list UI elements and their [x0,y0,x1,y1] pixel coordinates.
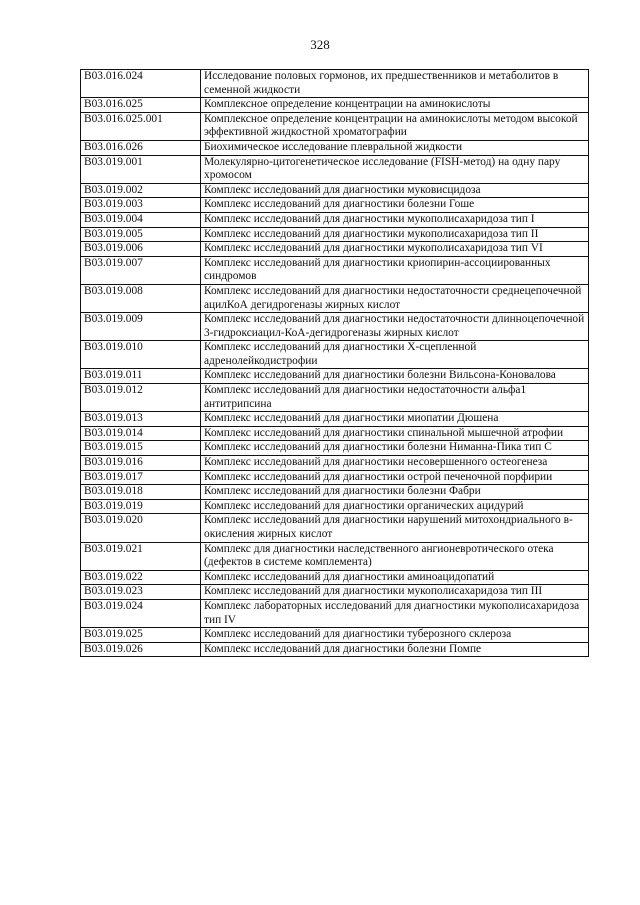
service-code-cell: B03.019.012 [81,384,201,412]
table-row [81,227,589,242]
table-row [81,313,589,341]
table-row [81,212,589,227]
table-row [81,570,589,585]
service-name-cell: Комплекс исследований для диагностики недостаточности среднецепочечной ацилКоА дегидрогеназы жирных кислот [201,284,589,312]
service-code-cell: B03.019.010 [81,341,201,369]
table-row [81,112,589,140]
service-name-cell: Комплекс исследований для диагностики органических ацидурий [201,499,589,514]
service-code-cell: B03.019.004 [81,212,201,227]
service-name-cell: Комплекс исследований для диагностики туберозного склероза [201,628,589,643]
service-code-cell: B03.019.024 [81,599,201,627]
service-code-cell: B03.019.013 [81,412,201,427]
table-row [81,642,589,657]
table-row [81,384,589,412]
service-code-cell: B03.019.014 [81,426,201,441]
service-code-cell: B03.019.020 [81,514,201,542]
service-name-cell: Комплекс исследований для диагностики мукополисахаридоза тип II [201,227,589,242]
table-row [81,585,589,600]
service-name-cell: Комплексное определение концентрации на аминокислоты методом высокой эффективной жидкостной хроматографии [201,112,589,140]
service-code-cell: B03.019.019 [81,499,201,514]
table-row [81,542,589,570]
service-code-cell: B03.019.003 [81,198,201,213]
service-code-cell: B03.019.016 [81,456,201,471]
service-code-cell: B03.019.005 [81,227,201,242]
service-name-cell: Комплекс для диагностики наследственного ангионевротического отека (дефектов в системе комплемента) [201,542,589,570]
service-name-cell: Комплекс исследований для диагностики муковисцидоза [201,183,589,198]
table-row [81,155,589,183]
table-row [81,441,589,456]
service-name-cell: Комплекс исследований для диагностики болезни Вильсона-Коновалова [201,369,589,384]
service-name-cell: Комплекс исследований для диагностики миопатии Дюшена [201,412,589,427]
service-name-cell: Комплекс исследований для диагностики болезни Ниманна-Пика тип С [201,441,589,456]
table-row [81,499,589,514]
table-row [81,140,589,155]
service-code-cell: B03.016.025.001 [81,112,201,140]
table-row [81,256,589,284]
service-code-cell: B03.019.001 [81,155,201,183]
table-row [81,514,589,542]
table-row [81,369,589,384]
service-code-cell: B03.019.025 [81,628,201,643]
service-name-cell: Комплекс исследований для диагностики нарушений митохондриального в-окисления жирных кислот [201,514,589,542]
table-row [81,456,589,471]
service-code-cell: B03.019.002 [81,183,201,198]
service-name-cell: Биохимическое исследование плевральной жидкости [201,140,589,155]
service-name-cell: Молекулярно-цитогенетическое исследование (FISH-метод) на одну пару хромосом [201,155,589,183]
service-name-cell: Комплекс исследований для диагностики болезни Фабри [201,485,589,500]
page-number: 328 [310,37,330,52]
service-code-cell: B03.019.011 [81,369,201,384]
service-codes-table [80,69,589,657]
service-name-cell: Комплекс исследований для диагностики несовершенного остеогенеза [201,456,589,471]
service-name-cell: Комплекс исследований для диагностики аминоацидопатий [201,570,589,585]
service-name-cell: Комплекс исследований для диагностики болезни Гоше [201,198,589,213]
service-code-cell: B03.019.008 [81,284,201,312]
table-row [81,412,589,427]
service-code-cell: B03.016.025 [81,98,201,113]
service-name-cell: Комплекс исследований для диагностики криопирин-ассоциированных синдромов [201,256,589,284]
service-name-cell: Комплекс исследований для диагностики мукополисахаридоза тип III [201,585,589,600]
service-code-cell: B03.019.018 [81,485,201,500]
service-name-cell: Комплекс исследований для диагностики болезни Помпе [201,642,589,657]
table-row [81,426,589,441]
service-name-cell: Комплекс исследований для диагностики недостаточности длинноцепочечной 3-гидроксиацил-КоА-дегидрогеназы жирных кислот [201,313,589,341]
table-row [81,70,589,98]
table-row [81,98,589,113]
service-code-cell: B03.019.021 [81,542,201,570]
service-code-cell: B03.019.026 [81,642,201,657]
service-code-cell: B03.019.009 [81,313,201,341]
service-name-cell: Комплекс лабораторных исследований для диагностики мукополисахаридоза тип IV [201,599,589,627]
service-code-cell: B03.016.026 [81,140,201,155]
service-code-cell: B03.019.015 [81,441,201,456]
service-code-cell: B03.019.007 [81,256,201,284]
table-row [81,183,589,198]
service-name-cell: Комплекс исследований для диагностики Х-сцепленной адренолейкодистрофии [201,341,589,369]
service-name-cell: Комплекс исследований для диагностики мукополисахаридоза тип VI [201,242,589,257]
service-name-cell: Комплекс исследований для диагностики острой печеночной порфирии [201,470,589,485]
service-code-cell: B03.019.017 [81,470,201,485]
table-row [81,242,589,257]
service-code-cell: B03.019.023 [81,585,201,600]
table-row [81,284,589,312]
table-row [81,470,589,485]
service-name-cell: Комплекс исследований для диагностики спинальной мышечной атрофии [201,426,589,441]
table-row [81,341,589,369]
service-code-cell: B03.019.022 [81,570,201,585]
table-row [81,628,589,643]
service-code-cell: B03.016.024 [81,70,201,98]
table-row [81,599,589,627]
service-name-cell: Комплекс исследований для диагностики недостаточности альфа1 антитрипсина [201,384,589,412]
service-name-cell: Комплекс исследований для диагностики мукополисахаридоза тип I [201,212,589,227]
table-body [81,70,589,657]
service-code-cell: B03.019.006 [81,242,201,257]
service-name-cell: Исследование половых гормонов, их предшественников и метаболитов в семенной жидкости [201,70,589,98]
service-name-cell: Комплексное определение концентрации на аминокислоты [201,98,589,113]
table-row [81,198,589,213]
table-row [81,485,589,500]
